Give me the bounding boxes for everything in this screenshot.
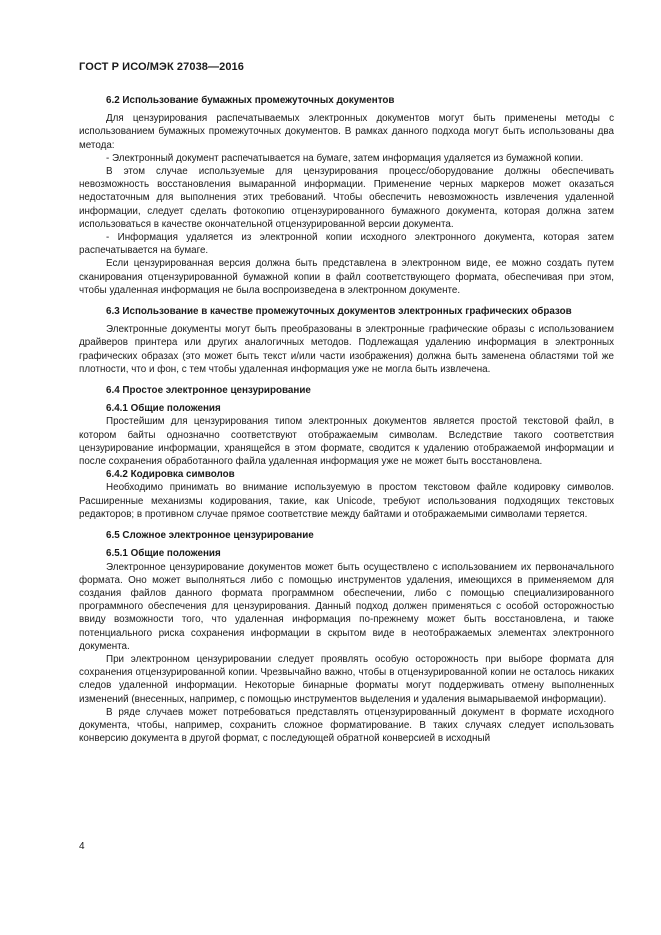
paragraph: При электронном цензурировании следует проявлять особую осторожность при выборе формата для сохранения отцензурированной копии. Чрезвычайно важно, чтобы в отцензурированной копии не осталось никаких следов удаленной информации. Некоторые бинарные форматы могут поддерживать отмену выполненных изменений (внесенных, например, с помощью инструментов выделения и удаления вымарываемой информации).	[79, 653, 614, 705]
standard-code-header: ГОСТ Р ИСО/МЭК 27038—2016	[79, 61, 244, 73]
paragraph: В этом случае используемые для цензурирования процесс/оборудование должны обеспечивать невозможность восстановления вымаранной информации. Применение черных маркеров может оказаться недостаточным для выполнения этих требований. Чтобы обеспечить невозможность извлечения удаленной информации, следует сделать фотокопию отцензурированного бумажного документа, которая должна затем использоваться в качестве окончательной отцензурированной версии документа.	[79, 166, 614, 230]
paragraph: В ряде случаев может потребоваться представлять отцензурированный документ в формате исходного документа, чтобы, например, сохранить сложное форматирование. В таких случаях следует использовать конверсию документа в другой формат, с последующей обратной конверсией в исходный	[79, 706, 614, 745]
list-item-paragraph: - Электронный документ распечатывается на бумаге, затем информация удаляется из бумажной копии.	[106, 152, 584, 164]
paragraph: Если цензурированная версия должна быть представлена в электронном виде, ее можно создать путем сканирования отцензурированной бумажной копии в файл соответствующего формата, обеспечивая при этом, чтобы удаленная информация не была воспроизведена в электронном документе.	[79, 258, 614, 296]
section-heading: 6.3 Использование в качестве промежуточных документов электронных графических образов	[106, 306, 572, 318]
document-body	[79, 94, 614, 745]
paragraph: Для цензурирования распечатываемых электронных документов могут быть применены методы с использованием бумажных промежуточных документов. В рамках данного подхода могут быть использованы два метода:	[79, 113, 614, 151]
subsection-heading: 6.4.1 Общие положения	[106, 403, 221, 415]
subsection-heading: 6.5.1 Общие положения	[106, 548, 221, 560]
section-heading: 6.2 Использование бумажных промежуточных документов	[106, 95, 395, 106]
paragraph: Электронное цензурирование документов может быть осуществлено с использованием их первоначального формата. Оно может выполняться либо с помощью инструментов удаления, имеющихся в применяемом для создания файлов данного формата программном обеспечении, либо с помощью специализированного программного обеспечения для цензурирования. Данный подход должен применяться с особой осторожностью ввиду возможности того, что удаленная информация по-прежнему может быть восстановлена, и также потенциального риска сохранения информации в скрытом виде в неотображаемых элементах электронного документа.	[79, 561, 614, 652]
list-item-paragraph: - Информация удаляется из электронной копии исходного электронного документа, которая затем распечатывается на бумаге.	[79, 232, 614, 257]
page-number: 4	[79, 841, 85, 852]
section-heading: 6.4 Простое электронное цензурирование	[106, 385, 311, 397]
paragraph: Простейшим для цензурирования типом электронных документов является простой текстовой файл, в котором байты однозначно соответствуют отображаемым символам. Вследствие такого соответствия цензурирование информации, хранящейся в этом формате, сводится к удалению отображаемой информации и после сохранения обработанного файла удаленная информация уже не может быть восстановлена.	[79, 416, 614, 468]
section-heading: 6.5 Сложное электронное цензурирование	[106, 530, 314, 542]
subsection-heading: 6.4.2 Кодировка символов	[106, 469, 235, 481]
paragraph: Электронные документы могут быть преобразованы в электронные графические образы с использованием драйверов принтера или других аналогичных методов. Подлежащая удалению информация в электронных графических образах (это может быть текст и/или части изображения) должна быть заменена областями той же плотности, что и фон, с тем чтобы удаленная информация уже не могла быть извлечена.	[79, 324, 614, 375]
paragraph: Необходимо принимать во внимание используемую в простом текстовом файле кодировку символов. Расширенные механизмы кодирования, такие, как Unicode, требуют использования подходящих текстовых редакторов; в противном случае прямое соответствие между байтами и отображаемыми символами теряется.	[79, 482, 614, 520]
